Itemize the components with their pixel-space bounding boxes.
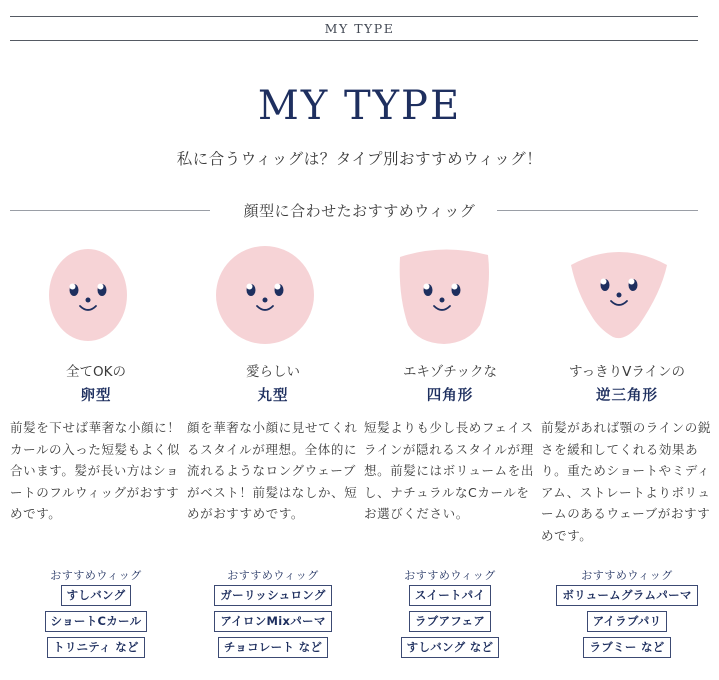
page-title: MY TYPE (257, 83, 462, 129)
wig-tag[interactable]: アイロンMixパーマ (214, 611, 331, 632)
recommend-label: おすすめウィッグ (227, 569, 319, 582)
face-name: 卵型 (80, 388, 112, 404)
wig-tag[interactable]: アイラブパリ (587, 611, 668, 632)
recommend-list (541, 585, 713, 663)
wig-tag[interactable]: チョコレート など (218, 637, 328, 658)
face-name: 丸型 (257, 388, 289, 404)
wig-tag[interactable]: トリニティ など (47, 637, 145, 658)
recommend-label: おすすめウィッグ (581, 569, 673, 582)
header-label: MY TYPE (324, 21, 395, 36)
face-description: 顔を華奢な小顔に見せてくれるスタイルが理想。全体的に流れるようなロングウェーブがベスト！前髪はなしか、短めがおすすめです。 (187, 420, 358, 521)
face-type-inverted-triangle (541, 0, 713, 680)
wig-tag[interactable]: ボリュームグラムパーマ (556, 585, 697, 606)
page-subtitle: 私に合うウィッグは？タイプ別おすすめウィッグ！ (176, 150, 543, 168)
wig-tag[interactable]: すしバング (61, 585, 132, 606)
oval-face-icon (10, 245, 182, 345)
face-description: 前髪があれば顎のラインの鋭さを緩和してくれる効果あり。重ためショートやミディアム、ストレートよりボリュームのあるウェーブがおすすめです。 (541, 420, 711, 543)
section-heading: 顔型に合わせたおすすめウィッグ (243, 202, 476, 220)
round-face-icon (187, 245, 359, 345)
face-description: 前髪を下せば華奢な小顔に！カールの入った短髪もよく似合います。髪が長い方はショートのフルウィッグがおすすめです。 (10, 420, 181, 521)
wig-tag[interactable]: ガーリッシュロング (214, 585, 331, 606)
wig-tag[interactable]: スイートパイ (409, 585, 491, 606)
face-type-oval (10, 0, 182, 680)
recommend-list (364, 585, 536, 663)
wig-tag[interactable]: ラブミー など (583, 637, 670, 658)
wig-tag[interactable]: ラブアフェア (409, 611, 491, 632)
wig-tag[interactable]: ショートCカール (45, 611, 148, 632)
face-type-round (187, 0, 359, 680)
recommend-label: おすすめウィッグ (50, 569, 142, 582)
face-caption: すっきりVラインの (568, 364, 686, 380)
wig-tag[interactable]: すしバング など (401, 637, 500, 658)
recommend-list (187, 585, 359, 663)
inverted-triangle-face-icon (541, 245, 713, 345)
face-caption: 全てOKの (66, 364, 126, 380)
face-description: 短髪よりも少し長めフェイスラインが隠れるスタイルが理想。前髪にはボリュームを出し、ナチュラルなCカールをお選びください。 (364, 420, 534, 521)
recommend-list (10, 585, 182, 663)
square-face-icon (364, 245, 536, 345)
face-name: 逆三角形 (596, 388, 658, 404)
face-caption: エキゾチックな (402, 364, 498, 380)
recommend-label: おすすめウィッグ (404, 569, 496, 582)
face-name: 四角形 (426, 388, 474, 404)
face-type-square (364, 0, 536, 680)
face-caption: 愛らしい (246, 364, 300, 380)
